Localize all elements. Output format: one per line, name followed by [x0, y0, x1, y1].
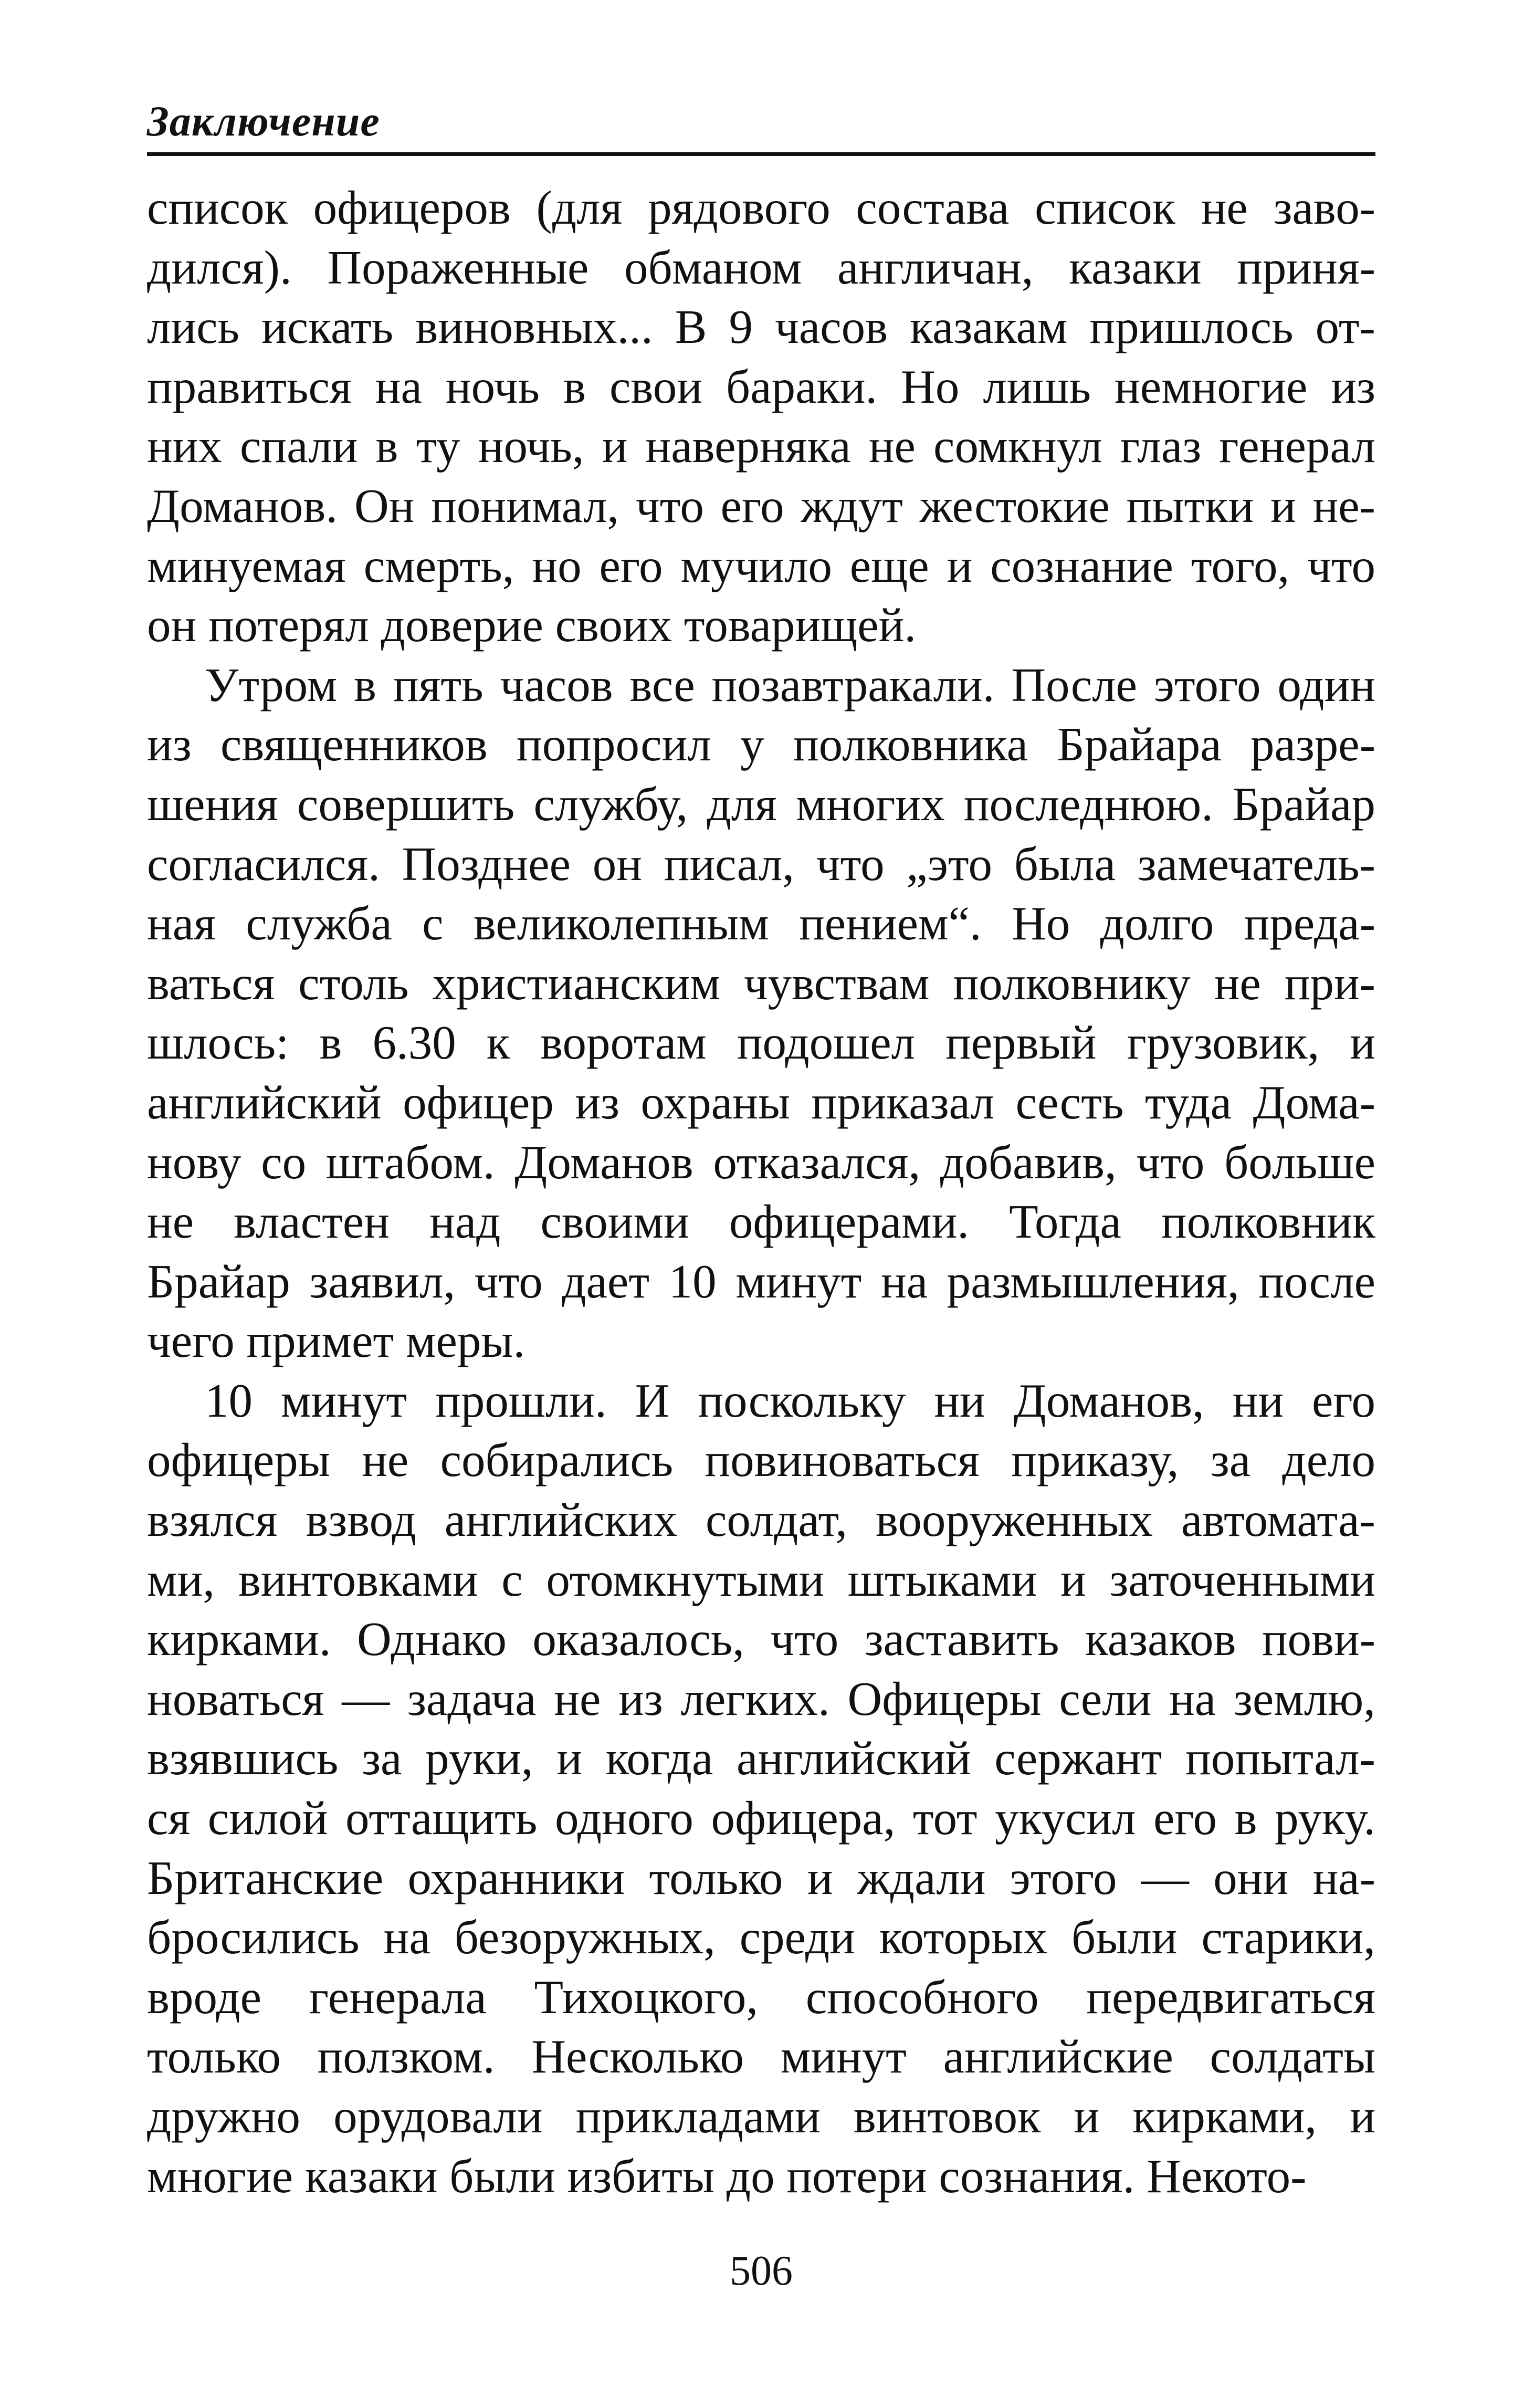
text-line: Доманов. Он понимал, что его ждут жестокие пытки и не-	[147, 479, 1375, 532]
text-line: взялся взвод английских солдат, вооруженных автомата-	[147, 1493, 1375, 1547]
text-line: согласился. Позднее он писал, что „это была замечатель-	[147, 837, 1375, 891]
text-line: ваться столь христианским чувствам полковнику не при-	[147, 956, 1375, 1010]
text-line: только ползком. Несколько минут английские солдаты	[147, 2030, 1375, 2084]
text-line: многие казаки были избиты до потери сознания. Некото-	[147, 2149, 1307, 2203]
text-line: дился). Пораженные обманом англичан, казаки приня-	[147, 240, 1375, 294]
text-line: шлось: в 6.30 к воротам подошел первый грузовик, и	[147, 1016, 1375, 1070]
text-line: английский офицер из охраны приказал сесть туда Дома-	[147, 1075, 1375, 1129]
book-page	[147, 95, 1375, 2352]
text-line: дружно орудовали прикладами винтовок и кирками, и	[147, 2090, 1375, 2143]
paragraph	[147, 655, 1375, 1371]
text-line: Утром в пять часов все позавтракали. После этого один	[205, 658, 1375, 711]
text-line: минуемая смерть, но его мучило еще и сознание того, что	[147, 539, 1375, 592]
body-text	[147, 178, 1375, 2206]
text-line: ся силой оттащить одного офицера, тот укусил его в руку.	[147, 1792, 1375, 1845]
chapter-title: Заключение	[147, 97, 380, 145]
text-line: из священников попросил у полковника Брайара разре-	[147, 718, 1375, 771]
text-line: 10 минут прошли. И поскольку ни Доманов, ни его	[205, 1374, 1375, 1427]
page-number: 506	[730, 2248, 793, 2294]
paragraph	[147, 178, 1375, 655]
text-line: взявшись за руки, и когда английский сержант попытал-	[147, 1732, 1375, 1785]
text-line: них спали в ту ночь, и наверняка не сомкнул глаз генерал	[147, 420, 1375, 473]
text-line: список офицеров (для рядового состава список не заво-	[147, 181, 1375, 234]
text-line: чего примет меры.	[147, 1314, 525, 1368]
text-line: кирками. Однако оказалось, что заставить казаков пови-	[147, 1613, 1375, 1666]
text-line: Брайар заявил, что дает 10 минут на размышления, после	[147, 1254, 1375, 1308]
text-line: лись искать виновных... В 9 часов казакам пришлось от-	[147, 300, 1375, 354]
paragraph	[147, 1371, 1375, 2206]
text-line: Британские охранники только и ждали этого — они на-	[147, 1851, 1375, 1904]
running-header	[147, 95, 1375, 156]
text-line: офицеры не собирались повиноваться приказу, за дело	[147, 1433, 1375, 1487]
text-line: шения совершить службу, для многих последнюю. Брайар	[147, 777, 1375, 831]
text-line: он потерял доверие своих товарищей.	[147, 599, 917, 652]
text-line: ная служба с великолепным пением“. Но долго преда-	[147, 897, 1375, 950]
text-line: не властен над своими офицерами. Тогда полковник	[147, 1195, 1375, 1249]
text-line: вроде генерала Тихоцкого, способного передвигаться	[147, 1970, 1375, 2024]
text-line: бросились на безоружных, среди которых были старики,	[147, 1911, 1375, 1964]
text-line: нову со штабом. Доманов отказался, добавив, что больше	[147, 1135, 1375, 1189]
text-line: правиться на ночь в свои бараки. Но лишь немногие из	[147, 360, 1375, 413]
text-line: ми, винтовками с отомкнутыми штыками и заточенными	[147, 1553, 1375, 1606]
text-line: новаться — задача не из легких. Офицеры сели на землю,	[147, 1672, 1375, 1725]
